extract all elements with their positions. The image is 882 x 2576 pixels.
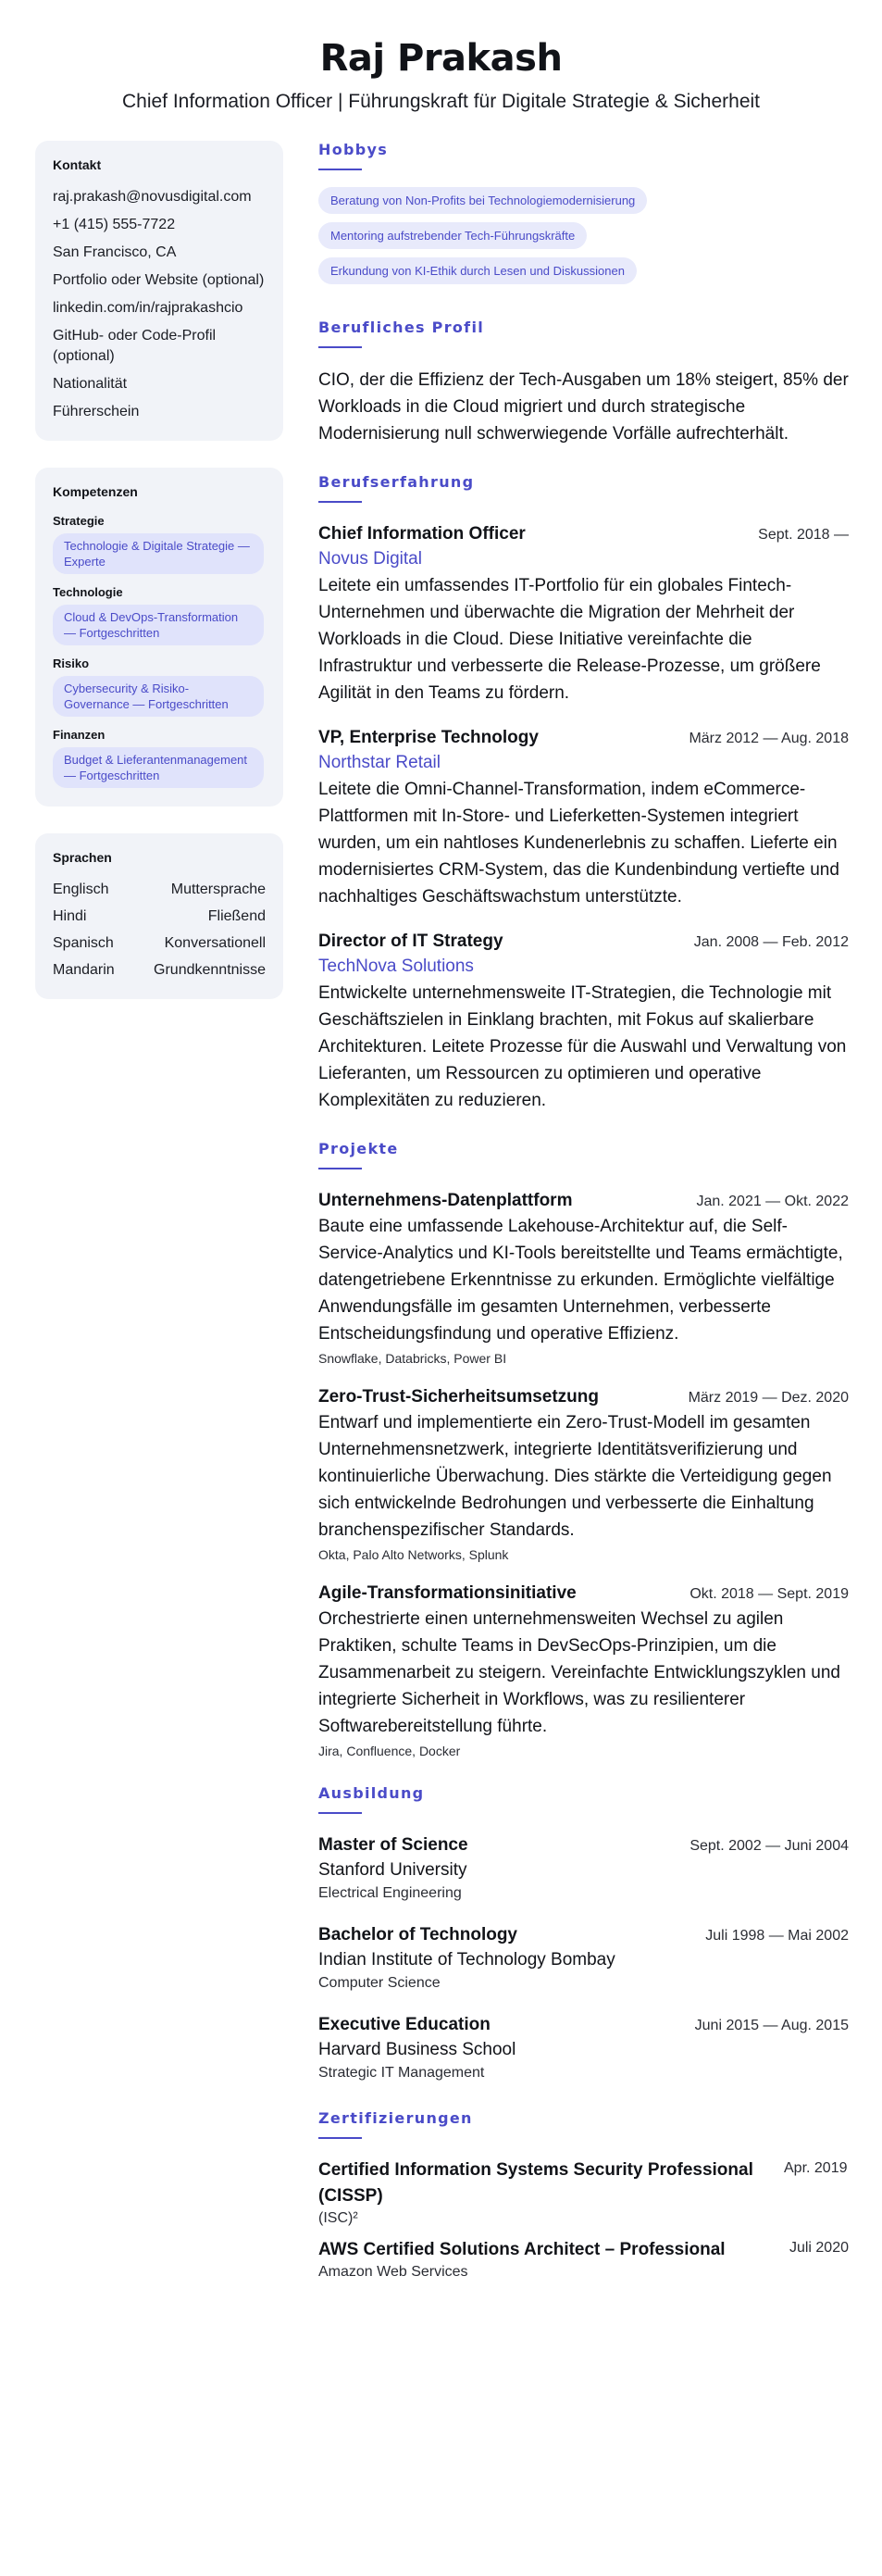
skill-group (53, 657, 266, 717)
skills-title: Kompetenzen (53, 484, 138, 499)
school-name: Harvard Business School (318, 2040, 516, 2059)
languages-card (35, 833, 283, 999)
field-of-study: Electrical Engineering (318, 1885, 462, 1901)
project-entry (318, 1384, 849, 1562)
degree-title: Executive Education (318, 2015, 491, 2034)
degree-title: Bachelor of Technology (318, 1925, 518, 1945)
project-tech: Okta, Palo Alto Networks, Splunk (318, 1547, 509, 1562)
skill-group-name: Strategie (53, 514, 105, 528)
project-dates: Okt. 2018 — Sept. 2019 (689, 1586, 849, 1602)
language-level: Fließend (207, 908, 266, 924)
section-title: Ausbildung (318, 1784, 425, 1802)
contact-portfolio: Portfolio oder Website (optional) (53, 272, 265, 288)
education-entry (318, 1832, 849, 1904)
contact-card (35, 141, 283, 441)
contact-title: Kontakt (53, 157, 102, 172)
language-row (53, 880, 266, 900)
resume-columns (0, 141, 882, 2307)
project-dates: März 2019 — Dez. 2020 (688, 1390, 849, 1406)
project-entry (318, 1581, 849, 1758)
job-dates: März 2012 — Aug. 2018 (689, 731, 849, 746)
certifications-section (318, 2109, 849, 2282)
section-divider (318, 501, 362, 503)
section-title: Zertifizierungen (318, 2109, 473, 2127)
language-row (53, 907, 266, 927)
project-description: Orchestrierte einen unternehmensweiten Wechsel zu agilen Praktiken, schulte Teams in DevSecOps-Prinzipien, um die Zusammenarbeit zu steigern. Vereinfachte Entwicklungszyklen und integrierte Sicherheit in Workflows, was zu resilienterer Softwarebereitstellung führte. (318, 1609, 840, 1736)
language-level: Konversationell (164, 935, 266, 951)
section-divider (318, 2137, 362, 2139)
language-row (53, 960, 266, 981)
company-name: TechNova Solutions (318, 957, 474, 976)
education-entry (318, 1922, 849, 1994)
certification-date: Apr. 2019 (784, 2160, 848, 2176)
project-description: Baute eine umfassende Lakehouse-Architektur auf, die Self-Service-Analytics und KI-Tools bereitstellte und Teams ermächtigte, datengetriebene Erkenntnisse zu erkunden. Ermöglichte vielfältige Anwendungsfälle im gesamten Unternehmen, verbesserte Entscheidungsfindung und operative Effizienz. (318, 1217, 843, 1344)
resume-header (0, 0, 882, 113)
section-title: Hobbys (318, 141, 389, 158)
hobby-chip: Erkundung von KI-Ethik durch Lesen und Diskussionen (318, 257, 637, 284)
contact-linkedin[interactable]: linkedin.com/in/rajprakashcio (53, 300, 243, 316)
skill-chip: Cybersecurity & Risiko-Governance — Fortgeschritten (53, 676, 264, 717)
skill-group (53, 728, 266, 788)
contact-nationality: Nationalität (53, 376, 128, 392)
experience-section (318, 473, 849, 1114)
sidebar (35, 141, 283, 2307)
education-dates: Sept. 2002 — Juni 2004 (689, 1838, 849, 1854)
contact-github: GitHub- oder Code-Profil (optional) (53, 328, 217, 364)
person-name: Raj Prakash (319, 37, 563, 80)
profile-section (318, 319, 849, 447)
job-title: Chief Information Officer (318, 524, 526, 544)
education-dates: Juli 1998 — Mai 2002 (705, 1928, 849, 1944)
language-level: Muttersprache (170, 882, 266, 897)
contact-license: Führerschein (53, 404, 140, 419)
certification-entry (318, 2157, 849, 2228)
project-tech: Snowflake, Databricks, Power BI (318, 1351, 507, 1366)
section-divider (318, 1812, 362, 1814)
company-name: Novus Digital (318, 549, 422, 569)
section-title: Projekte (318, 1140, 399, 1157)
job-description: Entwickelte unternehmensweite IT-Strategien, die Technologie mit Geschäftszielen in Einklang brachten, mit Fokus auf skalierbare Architekturen. Leitete Prozesse für die Auswahl und Verwaltung von Lieferanten, um Ressourcen zu optimieren und operative Komplexitäten zu reduzieren. (318, 983, 847, 1110)
section-divider (318, 346, 362, 348)
section-title: Berufserfahrung (318, 473, 475, 491)
language-level: Grundkenntnisse (154, 962, 266, 978)
job-description: Leitete ein umfassendes IT-Portfolio für ein globales Fintech-Unternehmen und überwachte die Migration der Mehrheit der Workloads in die Cloud. Diese Initiative vereinfachte die Infrastruktur und verbesserte die Release-Prozesse, um größere Agilität in den Teams zu fördern. (318, 576, 821, 703)
skill-group-name: Risiko (53, 657, 90, 670)
field-of-study: Computer Science (318, 1975, 441, 1991)
language-name: Spanisch (53, 935, 114, 951)
project-title: Zero-Trust-Sicherheitsumsetzung (318, 1387, 599, 1407)
job-description: Leitete die Omni-Channel-Transformation, indem eCommerce-Plattformen mit In-Store- und Lieferketten-Systemen integriert wurden, um ein nahtloses Kundenerlebnis zu schaffen. Lieferte ein modernisiertes CRM-System, das die Kundenbindung vertiefte und nachhaltiges Geschäftswachstum unterstützte. (318, 780, 839, 907)
contact-location: San Francisco, CA (53, 244, 177, 260)
contact-phone[interactable]: +1 (415) 555-7722 (53, 217, 176, 232)
headline: Chief Information Officer | Führungskraft für Digitale Strategie & Sicherheit (121, 91, 761, 112)
project-dates: Jan. 2021 — Okt. 2022 (696, 1194, 849, 1209)
languages-title: Sprachen (53, 850, 112, 865)
hobbies-section (318, 141, 849, 293)
project-entry (318, 1188, 849, 1366)
profile-summary: CIO, der die Effizienz der Tech-Ausgaben um 18% steigert, 85% der Workloads in die Cloud migriert und durch strategische Modernisierung null schwerwiegende Vorfälle aufrechterhält. (318, 370, 849, 444)
certification-title: Certified Information Systems Security Professional (CISSP) (318, 2160, 753, 2206)
certification-entry (318, 2237, 849, 2282)
section-divider (318, 1168, 362, 1169)
section-title: Berufliches Profil (318, 319, 485, 336)
project-description: Entwarf und implementierte ein Zero-Trust-Modell im gesamten Unternehmensnetzwerk, integrierte Identitätsverifizierung und kontinuierliche Überwachung. Dies stärkte die Verteidigung gegen sich entwickelnde Bedrohungen und verbesserte die Einhaltung branchenspezifischer Standards. (318, 1413, 832, 1540)
certification-issuer: (ISC)² (318, 2210, 358, 2226)
experience-entry (318, 929, 849, 1114)
experience-entry (318, 521, 849, 707)
skill-chip: Budget & Lieferantenmanagement — Fortgeschritten (53, 747, 264, 788)
project-tech: Jira, Confluence, Docker (318, 1744, 461, 1758)
education-dates: Juni 2015 — Aug. 2015 (694, 2018, 849, 2033)
project-title: Unternehmens-Datenplattform (318, 1191, 573, 1210)
section-divider (318, 169, 362, 170)
skill-group (53, 514, 266, 574)
main-content (318, 141, 849, 2307)
education-section (318, 1784, 849, 2083)
education-entry (318, 2012, 849, 2083)
certification-title: AWS Certified Solutions Architect – Professional (318, 2240, 726, 2259)
skill-chip: Cloud & DevOps-Transformation — Fortgeschritten (53, 605, 264, 645)
projects-section (318, 1140, 849, 1758)
certification-date: Juli 2020 (789, 2240, 849, 2256)
hobby-chip: Mentoring aufstrebender Tech-Führungskräfte (318, 222, 587, 249)
language-name: Hindi (53, 908, 87, 924)
school-name: Indian Institute of Technology Bombay (318, 1950, 615, 1970)
skills-card (35, 468, 283, 807)
language-name: Mandarin (53, 962, 115, 978)
skill-group (53, 585, 266, 645)
job-title: Director of IT Strategy (318, 932, 503, 951)
contact-email[interactable]: raj.prakash@novusdigital.com (53, 189, 252, 205)
language-row (53, 933, 266, 954)
experience-entry (318, 725, 849, 910)
degree-title: Master of Science (318, 1835, 468, 1855)
job-dates: Jan. 2008 — Feb. 2012 (693, 934, 849, 950)
skill-chip: Technologie & Digitale Strategie — Experte (53, 533, 264, 574)
field-of-study: Strategic IT Management (318, 2065, 485, 2081)
school-name: Stanford University (318, 1860, 467, 1880)
language-name: Englisch (53, 882, 109, 897)
company-name: Northstar Retail (318, 753, 441, 772)
hobby-list (318, 187, 849, 293)
skill-group-name: Finanzen (53, 728, 106, 742)
job-title: VP, Enterprise Technology (318, 728, 539, 747)
hobby-chip: Beratung von Non-Profits bei Technologiemodernisierung (318, 187, 647, 214)
project-title: Agile-Transformationsinitiative (318, 1583, 577, 1603)
job-dates: Sept. 2018 — (758, 527, 849, 543)
skill-group-name: Technologie (53, 585, 123, 599)
certification-issuer: Amazon Web Services (318, 2264, 468, 2280)
